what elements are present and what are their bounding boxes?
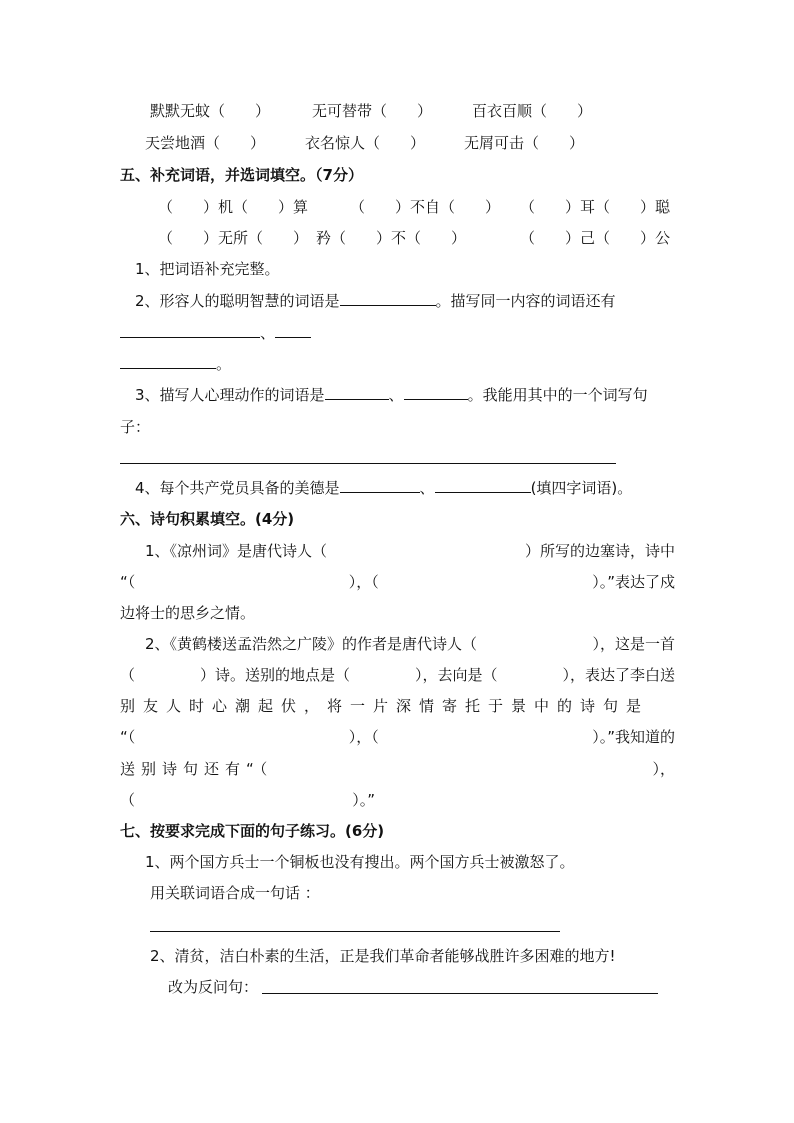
question-text: 2、形容人的聪明智慧的词语是 。描写同一内容的词语还有 <box>135 292 616 310</box>
question-text: 、 <box>120 323 311 343</box>
word-blank: 矜（ ）不（ ） <box>316 229 467 247</box>
question-text: 4、每个共产党员具备的美德是 、 (填四字词语)。 <box>135 479 633 497</box>
poem-line: （ ）。” <box>120 791 375 809</box>
poem-line: （ ）诗。送别的地点是（ ），去向是（ ），表达了李白送 <box>120 666 675 684</box>
poem-line: 别友人时心潮起伏，将一片深情寄托于景中的诗句是 <box>120 697 650 715</box>
word-blank: （ ）己（ ）公 <box>520 229 671 247</box>
question-text: 子： <box>120 418 151 436</box>
answer-line[interactable] <box>262 993 658 994</box>
poem-line: “（ ），（ ）。”我知道的 <box>120 728 675 746</box>
answer-line[interactable] <box>150 931 560 932</box>
section-5-heading: 五、补充词语，并选词填空。（7分） <box>120 166 363 184</box>
answer-blank[interactable] <box>325 385 389 400</box>
word-blank: （ ）机（ ）算 <box>158 198 309 216</box>
word-blank: （ ）不自（ ） <box>350 198 501 216</box>
answer-blank[interactable] <box>120 354 216 369</box>
answer-blank[interactable] <box>340 478 420 493</box>
question-text: 2、清贫，洁白朴素的生活，正是我们革命者能够战胜许多困难的地方! <box>150 947 616 965</box>
idiom-item: 天尝地酒（ ） <box>145 134 266 152</box>
idiom-item: 默默无蚊（ ） <box>150 102 271 120</box>
poem-line: 2、《黄鹤楼送孟浩然之广陵》的作者是唐代诗人（ ），这是一首 <box>145 635 675 653</box>
section-6-heading: 六、诗句积累填空。(4分) <box>120 510 295 528</box>
idiom-item: 无屑可击（ ） <box>464 134 585 152</box>
question-text: 1、把词语补充完整。 <box>135 260 280 278</box>
word-blank: （ ）无所（ ） <box>158 229 309 247</box>
section-7-heading: 七、按要求完成下面的句子练习。(6分) <box>120 822 385 840</box>
idiom-item: 衣名惊人（ ） <box>305 134 426 152</box>
poem-line: 边将士的思乡之情。 <box>120 604 256 622</box>
question-text: 1、两个国方兵士一个铜板也没有搜出。两个国方兵士被激怒了。 <box>145 853 575 871</box>
poem-line: 送别诗句还有“（ ）， <box>120 760 675 778</box>
question-instruction: 改为反问句： <box>168 978 259 996</box>
poem-line: “（ ），（ ）。”表达了戍 <box>120 573 675 591</box>
poem-line: 1、《凉州词》是唐代诗人（ ）所写的边塞诗，诗中 <box>145 542 675 560</box>
idiom-item: 无可替带（ ） <box>312 102 433 120</box>
answer-blank[interactable] <box>404 385 468 400</box>
answer-line[interactable] <box>120 463 616 464</box>
word-blank: （ ）耳（ ）聪 <box>520 198 671 216</box>
question-text: 3、描写人心理动作的词语是 、 。我能用其中的一个词写句 <box>135 386 648 404</box>
answer-blank[interactable] <box>120 323 260 338</box>
question-instruction: 用关联词语合成一句话 ： <box>150 884 320 902</box>
answer-blank[interactable] <box>275 323 311 338</box>
question-text: 。 <box>120 354 231 374</box>
answer-blank[interactable] <box>340 291 436 306</box>
idiom-item: 百衣百顺（ ） <box>472 102 593 120</box>
answer-blank[interactable] <box>435 478 531 493</box>
